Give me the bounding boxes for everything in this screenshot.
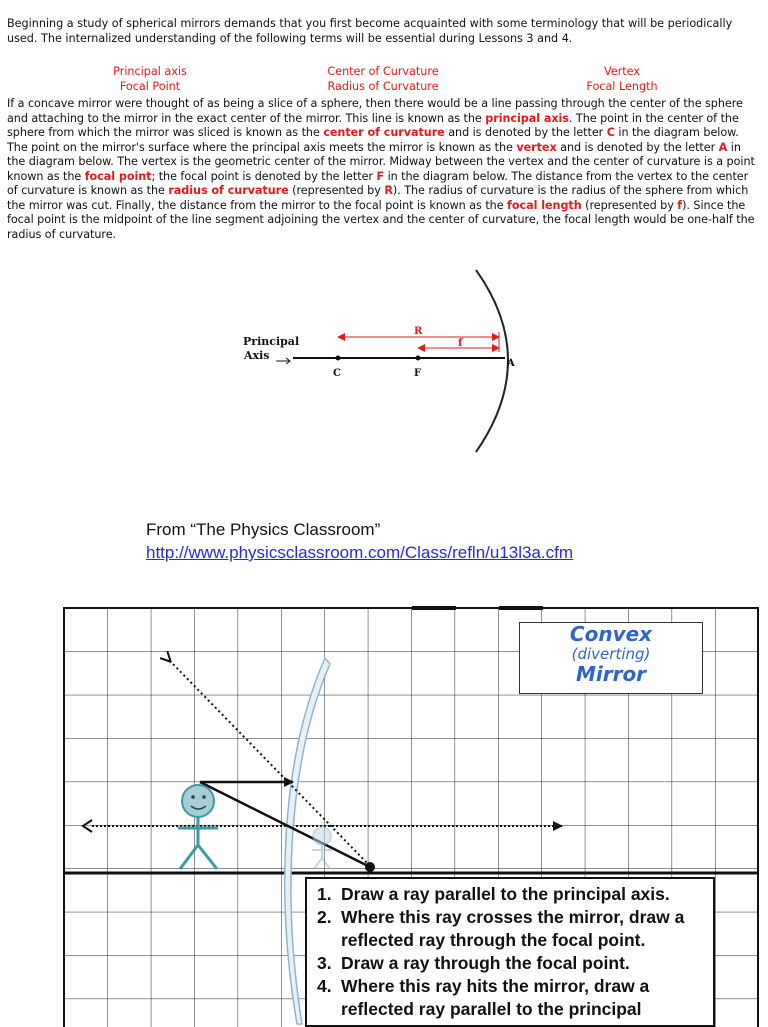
- label-diverting: (diverting): [571, 645, 651, 663]
- paragraph-text: ). Since the focal point is the midpoint of the line segment adjoining the vertex and the center of curvature, the focal length would be one-half the radius of curvature.: [7, 198, 755, 241]
- intro-text: Beginning a study of spherical mirrors demands that you first become acquainted with some terminology that will be periodically used. The internalized understanding of the following terms will be essential during Lessons 3 and 4.: [7, 17, 733, 45]
- step-number: 2.: [317, 907, 332, 927]
- keyword-focal-length: focal length: [507, 198, 582, 212]
- keyword-radius-of-curvature: radius of curvature: [168, 184, 289, 197]
- step-text: Where this ray crosses the mirror, draw a reflected ray through the focal point.: [341, 907, 685, 950]
- step-item: [317, 952, 707, 975]
- source-text: From “The Physics Classroom”: [146, 520, 381, 539]
- term-center-of-curvature: Center of Curvature: [327, 65, 439, 78]
- keyword-principal-axis: principal axis: [485, 111, 569, 125]
- center-label: C: [333, 368, 341, 379]
- step-item: [317, 975, 707, 1021]
- term-focal-length: Focal Length: [586, 80, 658, 93]
- step-item: [317, 906, 707, 952]
- term-focal-point: Focal Point: [119, 80, 181, 93]
- focal-point-marker: [365, 862, 375, 872]
- keyword-r: R: [384, 184, 393, 197]
- step-text: Where this ray hits the mirror, draw a reflected ray parallel to the principal: [341, 976, 650, 1019]
- label-mirror: Mirror: [575, 662, 647, 686]
- keyword-vertex: vertex: [516, 140, 557, 154]
- step-number: 1.: [317, 884, 332, 904]
- keyword-focal-point: focal point: [84, 169, 152, 183]
- paragraph-text: ; the focal point is denoted by the letter: [151, 169, 377, 183]
- axis-label-axis: Axis: [244, 349, 270, 362]
- paragraph-text: (represented by: [581, 198, 678, 212]
- axis-label-principal: Principal: [243, 335, 300, 348]
- paragraph-text: . The point in the center of the sphere from which the mirror was sliced is known as the: [7, 111, 739, 139]
- keyword-a: A: [718, 140, 728, 154]
- radius-label: R: [414, 326, 423, 337]
- paragraph-text: and is denoted by the letter: [556, 140, 719, 154]
- paragraph-text: ). The radius of curvature is the radius of the sphere from which the mirror was cut. Finally, the distance from the mirror to the focal point is known as the: [7, 184, 749, 212]
- instruction-steps: [305, 877, 715, 1027]
- term-vertex: Vertex: [604, 65, 640, 78]
- step-number: 3.: [317, 953, 332, 973]
- step-number: 4.: [317, 976, 332, 996]
- focal-length-label: f: [458, 338, 463, 349]
- step-text: Draw a ray through the focal point.: [341, 953, 630, 973]
- keyword-f-length: f: [677, 198, 683, 212]
- paragraph-text: and is denoted by the letter: [444, 126, 607, 139]
- label-convex: Convex: [569, 622, 653, 646]
- paragraph-text: (represented by: [288, 184, 385, 197]
- convex-mirror-label: [519, 622, 703, 694]
- source-link[interactable]: http://www.physicsclassroom.com/Class/refln/u13l3a.cfm: [146, 543, 574, 562]
- keyword-f-point: F: [376, 169, 385, 183]
- term-principal-axis: Principal axis: [113, 65, 187, 78]
- paragraph-text: in the diagram below. The distance from the vertex to the center of curvature is known as the: [7, 169, 749, 197]
- paragraph-text: in the diagram below. The point on the mirror's surface where the principal axis meets the mirror is known as the: [7, 126, 739, 154]
- keyword-c: C: [606, 126, 615, 139]
- vertex-label: A: [507, 358, 515, 369]
- step-item: [317, 883, 707, 906]
- paragraph-text: in the diagram below. The vertex is the geometric center of the mirror. Midway between the vertex and the center of curvature is a point known as the: [7, 140, 755, 183]
- step-text: Draw a ray parallel to the principal axis.: [341, 884, 670, 904]
- focal-point-label: F: [414, 368, 422, 379]
- keyword-center-of-curvature: center of curvature: [323, 126, 445, 139]
- paragraph-text: If a concave mirror were thought of as being a slice of a sphere, then there would be a line passing through the center of the sphere and attaching to the mirror in the exact center of the mirror. This line is known as the: [7, 97, 743, 125]
- term-radius-of-curvature: Radius of Curvature: [327, 80, 439, 93]
